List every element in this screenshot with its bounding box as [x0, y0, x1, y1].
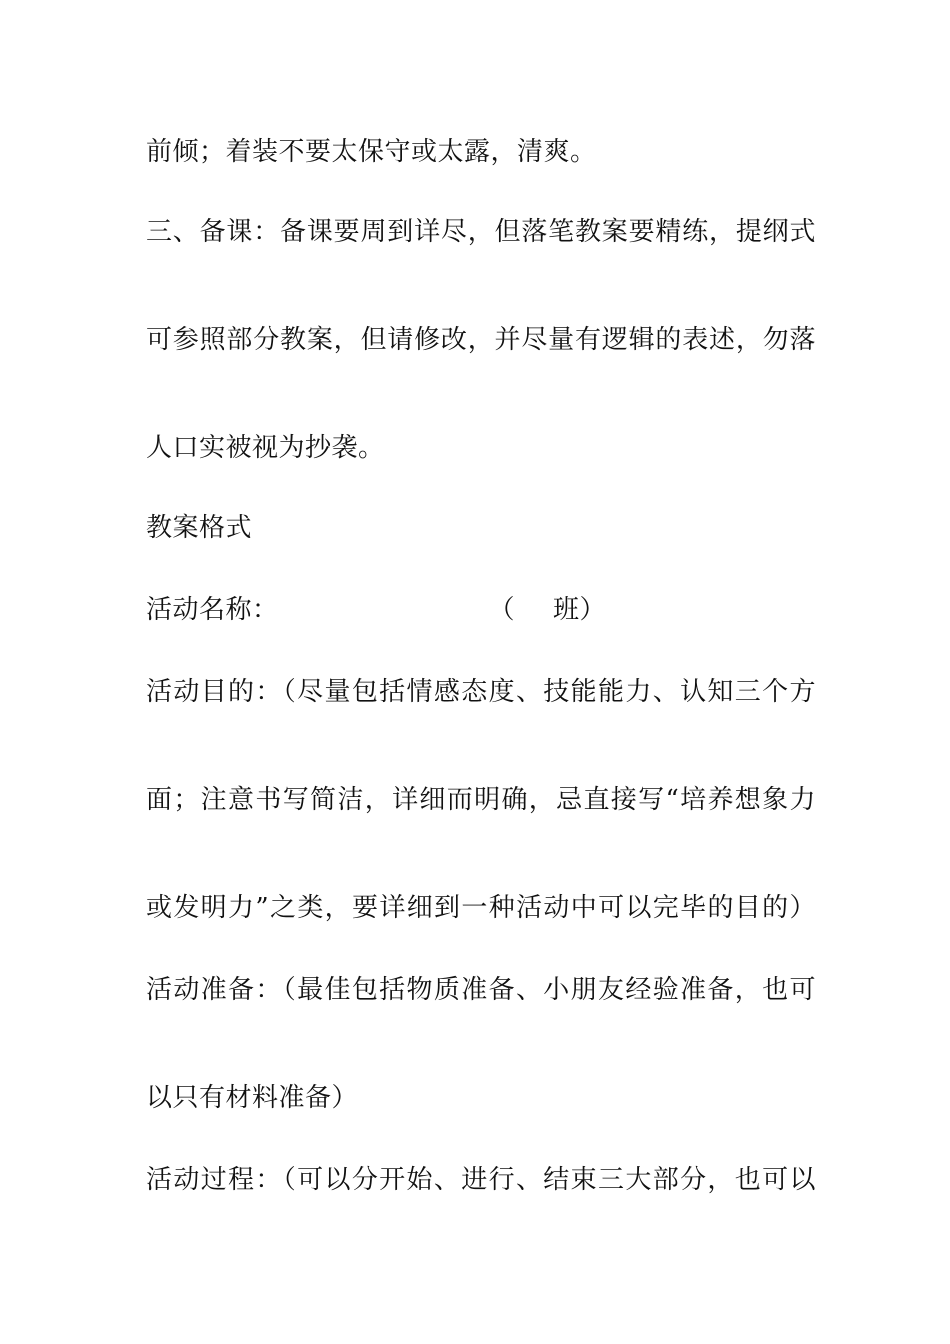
- activity-goal-line-3: 或发明力”之类，要详细到一种活动中可以完毕的目的）: [146, 893, 816, 923]
- class-label: 班）: [553, 595, 607, 625]
- section-heading-lesson-format: 教案格式: [146, 513, 253, 543]
- activity-process-line-1: 活动过程：（可以分开始、进行、结束三大部分，也可以: [146, 1165, 816, 1195]
- activity-prep-line-1: 活动准备：（最佳包括物质准备、小朋友经验准备，也可: [146, 975, 816, 1005]
- activity-goal-line-1: 活动目的：（尽量包括情感态度、技能能力、认知三个方: [146, 677, 816, 707]
- paragraph-line-1: 前倾；着装不要太保守或太露，清爽。: [146, 137, 597, 167]
- activity-name-row: [146, 592, 816, 628]
- paragraph-line-4: 人口实被视为抄袭。: [146, 433, 385, 463]
- activity-name-label: 活动名称：: [146, 595, 279, 625]
- paragraph-line-3: 可参照部分教案，但请修改，并尽量有逻辑的表述，勿落: [146, 325, 816, 355]
- class-paren-open: （: [488, 595, 516, 625]
- paragraph-line-2: 三、备课：备课要周到详尽，但落笔教案要精练，提纲式: [146, 217, 816, 247]
- activity-goal-line-2: 面；注意书写简洁，详细而明确，忌直接写“培养想象力: [146, 785, 816, 815]
- activity-prep-line-2: 以只有材料准备）: [146, 1083, 359, 1113]
